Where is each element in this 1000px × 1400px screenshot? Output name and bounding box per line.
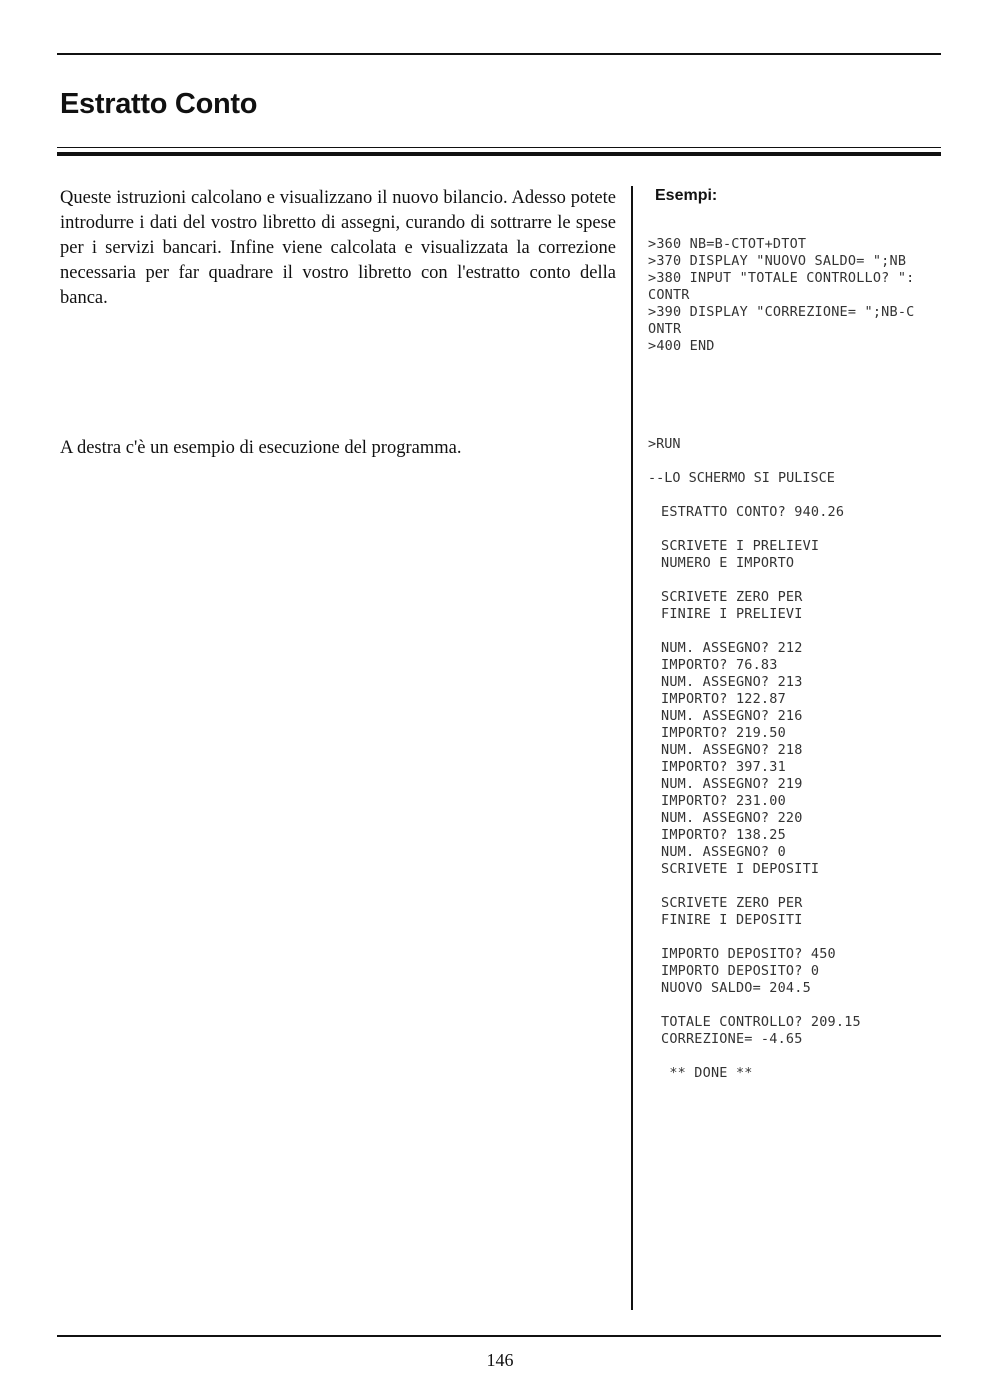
code-line: >390 DISPLAY "CORREZIONE= ";NB-C xyxy=(648,304,915,320)
output-line: IMPORTO? 231.00 xyxy=(661,793,786,809)
page-title: Estratto Conto xyxy=(60,88,258,120)
program-listing xyxy=(648,236,915,355)
output-line: NUM. ASSEGNO? 218 xyxy=(661,742,803,758)
output-line: NUMERO E IMPORTO xyxy=(661,555,795,571)
output-line: SCRIVETE ZERO PER xyxy=(661,589,803,605)
bottom-rule xyxy=(57,1335,941,1337)
code-line: >360 NB=B-CTOT+DTOT xyxy=(648,236,807,252)
example-intro-paragraph: A destra c'è un esempio di esecuzione del programma. xyxy=(60,438,462,458)
output-line: SCRIVETE I PRELIEVI xyxy=(661,538,820,554)
output-line: IMPORTO DEPOSITO? 450 xyxy=(661,946,836,962)
output-line: NUM. ASSEGNO? 219 xyxy=(661,776,803,792)
intro-paragraph: Queste istruzioni calcolano e visualizzano il nuovo bilancio. Adesso potete introdurre i dati del vostro libretto di assegni, curando di sottrarre le spese per i servizi bancari. Infine viene calcolata e visualizzata la correzione necessaria per far quadrare il vostro libretto con l'estratto conto della banca. xyxy=(60,188,616,308)
title-rule-thin xyxy=(57,147,941,148)
output-line: NUOVO SALDO= 204.5 xyxy=(661,980,811,996)
output-line: IMPORTO? 76.83 xyxy=(661,657,778,673)
output-line: NUM. ASSEGNO? 0 xyxy=(661,844,786,860)
screen-clear-note: --LO SCHERMO SI PULISCE xyxy=(648,470,835,486)
output-line: NUM. ASSEGNO? 216 xyxy=(661,708,803,724)
output-line: NUM. ASSEGNO? 212 xyxy=(661,640,803,656)
program-output xyxy=(661,504,861,1082)
output-line: ** DONE ** xyxy=(661,1065,753,1081)
output-line: SCRIVETE ZERO PER xyxy=(661,895,803,911)
output-line: IMPORTO? 138.25 xyxy=(661,827,786,843)
output-line: TOTALE CONTROLLO? 209.15 xyxy=(661,1014,861,1030)
output-line: IMPORTO DEPOSITO? 0 xyxy=(661,963,820,979)
output-line: FINIRE I PRELIEVI xyxy=(661,606,803,622)
output-line: CORREZIONE= -4.65 xyxy=(661,1031,803,1047)
title-rule-thick xyxy=(57,152,941,156)
code-line: >400 END xyxy=(648,338,715,354)
code-line: CONTR xyxy=(648,287,690,303)
page-number: 146 xyxy=(486,1350,514,1370)
output-line: NUM. ASSEGNO? 213 xyxy=(661,674,803,690)
code-line: >380 INPUT "TOTALE CONTROLLO? ": xyxy=(648,270,915,286)
examples-heading: Esempi: xyxy=(655,187,718,204)
output-line: SCRIVETE I DEPOSITI xyxy=(661,861,820,877)
run-command: >RUN xyxy=(648,436,681,452)
output-line: FINIRE I DEPOSITI xyxy=(661,912,803,928)
output-line: ESTRATTO CONTO? 940.26 xyxy=(661,504,845,520)
output-line: NUM. ASSEGNO? 220 xyxy=(661,810,803,826)
top-rule xyxy=(57,53,941,55)
output-line: IMPORTO? 122.87 xyxy=(661,691,786,707)
output-line: IMPORTO? 219.50 xyxy=(661,725,786,741)
code-line: ONTR xyxy=(648,321,682,337)
column-divider xyxy=(631,186,633,1310)
output-line: IMPORTO? 397.31 xyxy=(661,759,786,775)
code-line: >370 DISPLAY "NUOVO SALDO= ";NB xyxy=(648,253,907,269)
